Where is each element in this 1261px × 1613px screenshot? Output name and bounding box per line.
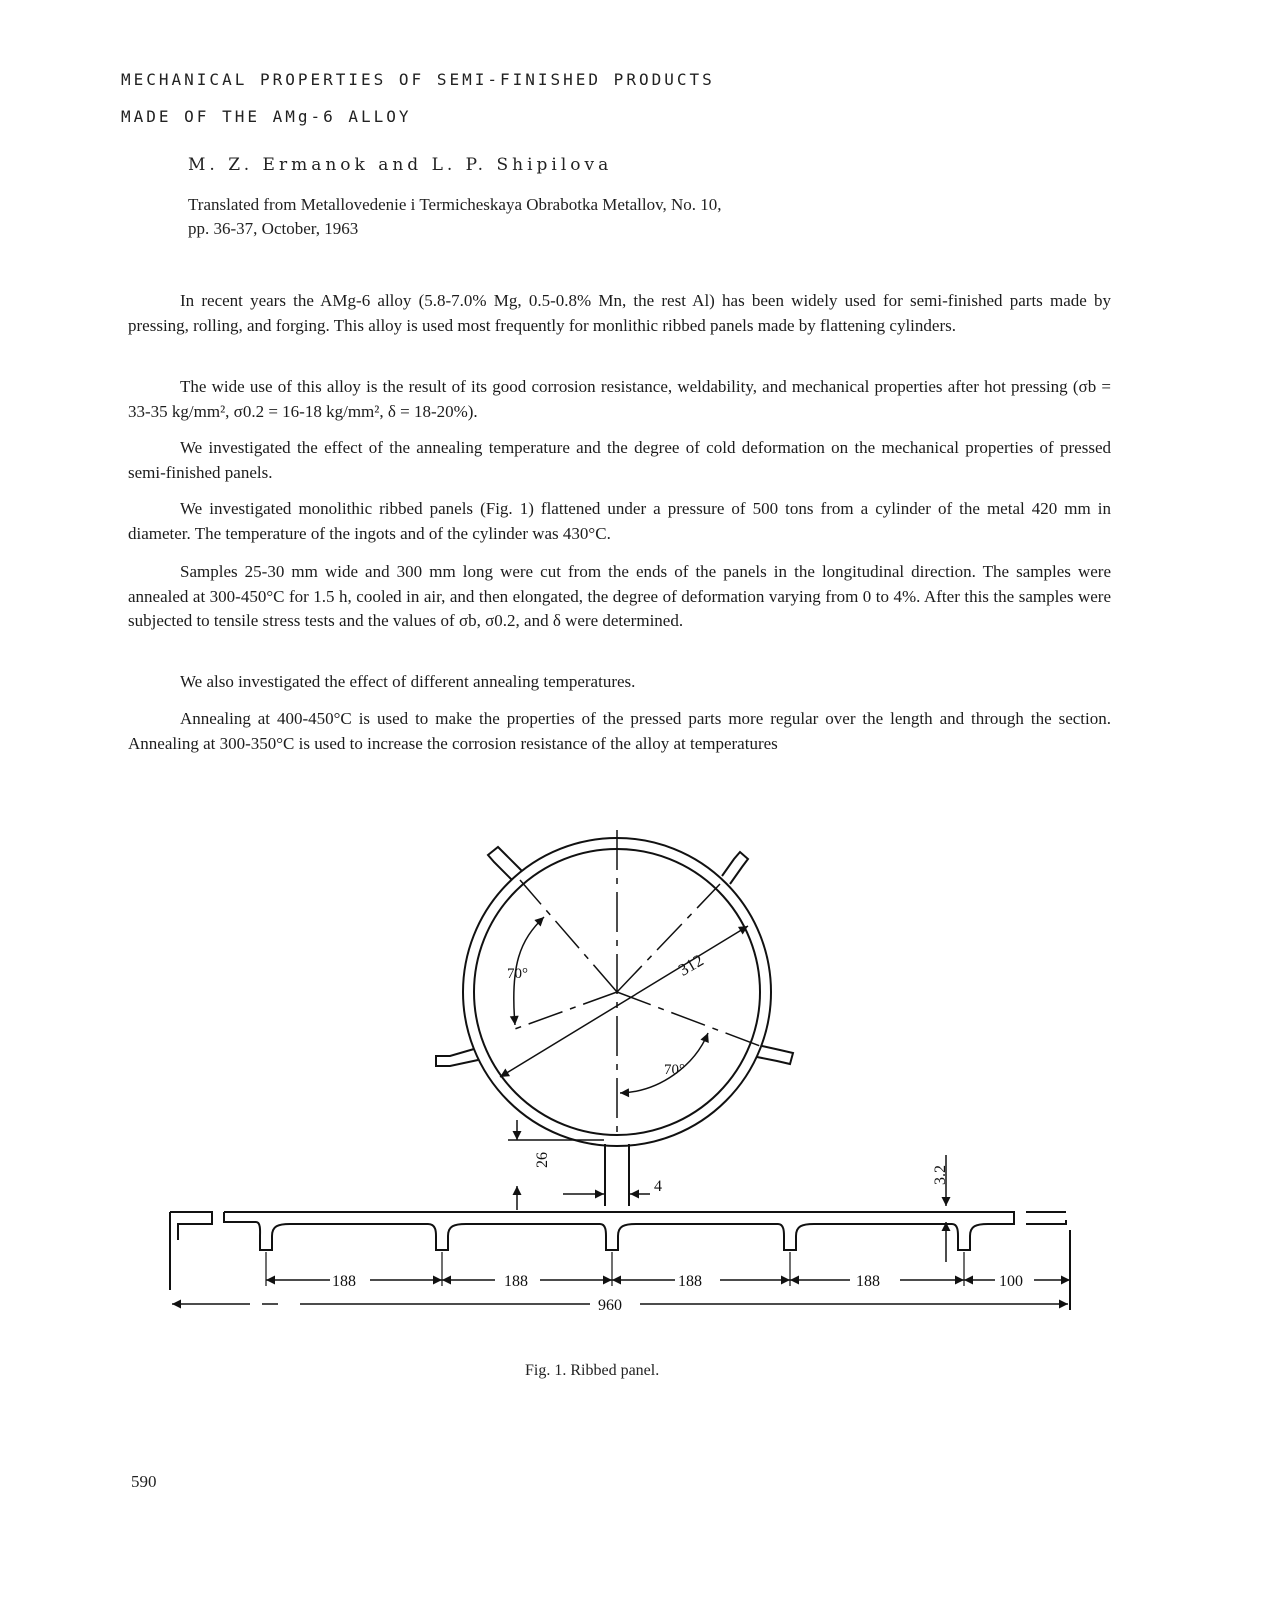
panel-body	[170, 1212, 1070, 1310]
thickness-label: 3.2	[932, 1165, 949, 1185]
rib-height-label: 26	[534, 1152, 551, 1168]
spacing-label-4: 188	[856, 1273, 880, 1290]
paragraph-5: Samples 25-30 mm wide and 300 mm long were cut from the ends of the panels in the longitudinal direction. The samples were annealed at 300-450°C for 1.5 h, cooled in air, and then elongated, the degree of deformation varying from 0 to 4%. After this the samples were subjected to tensile stress tests and the values of σb, σ0.2, and δ were determined.	[128, 562, 1111, 630]
angle-label-bottom: 70°	[664, 1062, 685, 1078]
translation-note-line-1: Translated from Metallovedenie i Termicheskaya Obrabotka Metallov, No. 10,	[188, 195, 722, 214]
paragraph-2: The wide use of this alloy is the result of its good corrosion resistance, weldability, and mechanical properties after hot pressing (σb = 33-35 kg/mm², σ0.2 = 16-18 kg/mm², δ = 18-20%).	[128, 377, 1111, 421]
cylinder-ribs	[436, 847, 793, 1206]
end-offset-label: 100	[999, 1273, 1023, 1290]
total-width-label: 960	[598, 1297, 622, 1314]
paragraph-4: We investigated monolithic ribbed panels (Fig. 1) flattened under a pressure of 500 tons from a cylinder of the metal 420 mm in diameter. The temperature of the ingots and of the cylinder was 430°C.	[128, 499, 1111, 543]
paragraph-3: We investigated the effect of the annealing temperature and the degree of cold deformation on the mechanical properties of pressed semi-finished panels.	[128, 438, 1111, 482]
authors: M. Z. Ermanok and L. P. Shipilova	[188, 155, 613, 175]
page-number: 590	[131, 1472, 157, 1491]
paragraph-7: Annealing at 400-450°C is used to make the properties of the pressed parts more regular over the length and through the section. Annealing at 300-350°C is used to increase the corrosion resistance of the alloy at temperatures	[128, 709, 1111, 753]
angle-label-top: 70°	[507, 966, 528, 982]
paragraph-1: In recent years the AMg-6 alloy (5.8-7.0% Mg, 0.5-0.8% Mn, the rest Al) has been widely used for semi-finished parts made by pressing, rolling, and forging. This alloy is used most frequently for monlithic ribbed panels made by flattening cylinders.	[128, 291, 1111, 335]
radius-label: 312	[675, 950, 707, 980]
translation-note-line-2: pp. 36-37, October, 1963	[188, 219, 359, 238]
paragraph-6: We also investigated the effect of different annealing temperatures.	[180, 672, 636, 691]
angle-dimensions	[500, 917, 748, 1093]
spacing-label-1: 188	[332, 1273, 356, 1290]
title-line-2: MADE OF THE AMg-6 ALLOY	[121, 107, 412, 126]
spacing-label-2: 188	[504, 1273, 528, 1290]
spacing-label-3: 188	[678, 1273, 702, 1290]
title-line-1: MECHANICAL PROPERTIES OF SEMI-FINISHED PRODUCTS	[121, 70, 715, 89]
rib-width-label: 4	[654, 1178, 662, 1195]
figure-caption: Fig. 1. Ribbed panel.	[525, 1362, 660, 1379]
